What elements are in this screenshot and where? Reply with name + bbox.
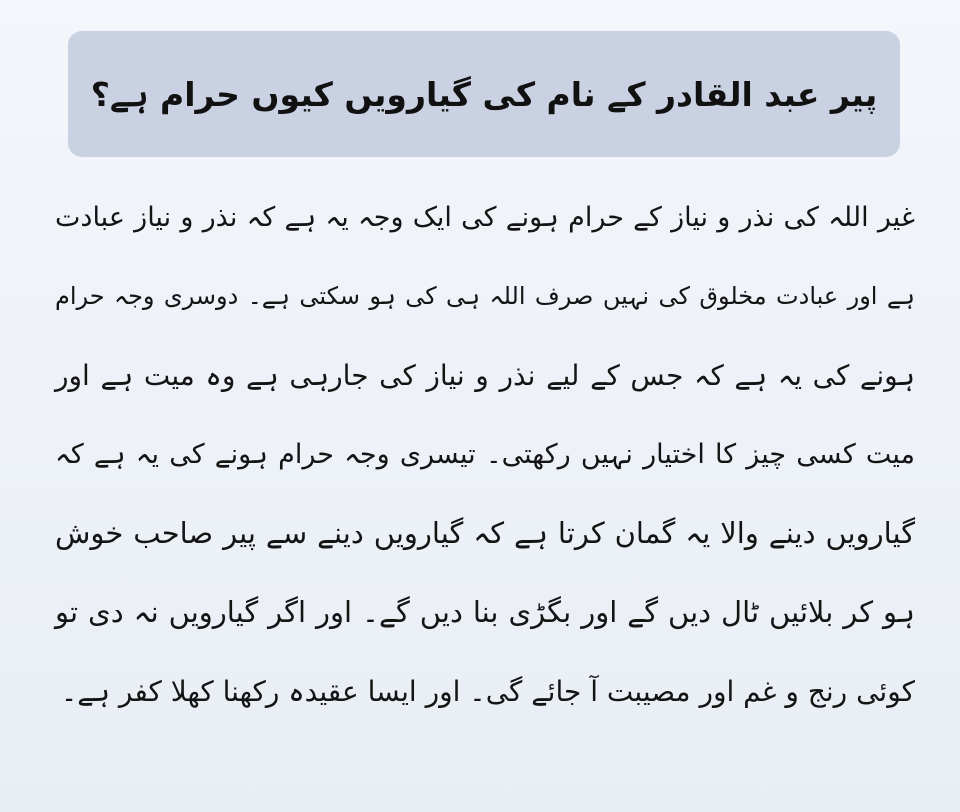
text-line-3: ہونے کی یہ ہے کہ جس کے لیے نذر و نیاز کی جارہی ہے وہ میت ہے اور xyxy=(55,359,915,392)
text-line-4: میت کسی چیز کا اختیار نہیں رکھتی۔ تیسری وجہ حرام ہونے کی یہ ہے کہ xyxy=(55,439,915,470)
body-paragraph xyxy=(55,178,915,731)
text-line-5: گیارویں دینے والا یہ گمان کرتا ہے کہ گیارویں دینے سے پیر صاحب خوش xyxy=(55,516,915,550)
text-line-7: کوئی رنج و غم اور مصیبت آ جائے گی۔ اور ایسا عقیدہ رکھنا کھلا کفر ہے۔ xyxy=(60,675,915,708)
text-line-1: غیر اللہ کی نذر و نیاز کے حرام ہونے کی ایک وجہ یہ ہے کہ نذر و نیاز عبادت xyxy=(55,202,915,233)
page-title: پیر عبد القادر کے نام کی گیارویں کیوں حرام ہے؟ xyxy=(90,74,878,114)
text-line-6: ہو کر بلائیں ٹال دیں گے اور بگڑی بنا دیں گے۔ اور اگر گیارویں نہ دی تو xyxy=(55,595,915,629)
text-line-2: ہے اور عبادت مخلوق کی نہیں صرف اللہ ہی کی ہو سکتی ہے۔ دوسری وجہ حرام xyxy=(55,282,915,310)
title-banner xyxy=(68,31,900,157)
